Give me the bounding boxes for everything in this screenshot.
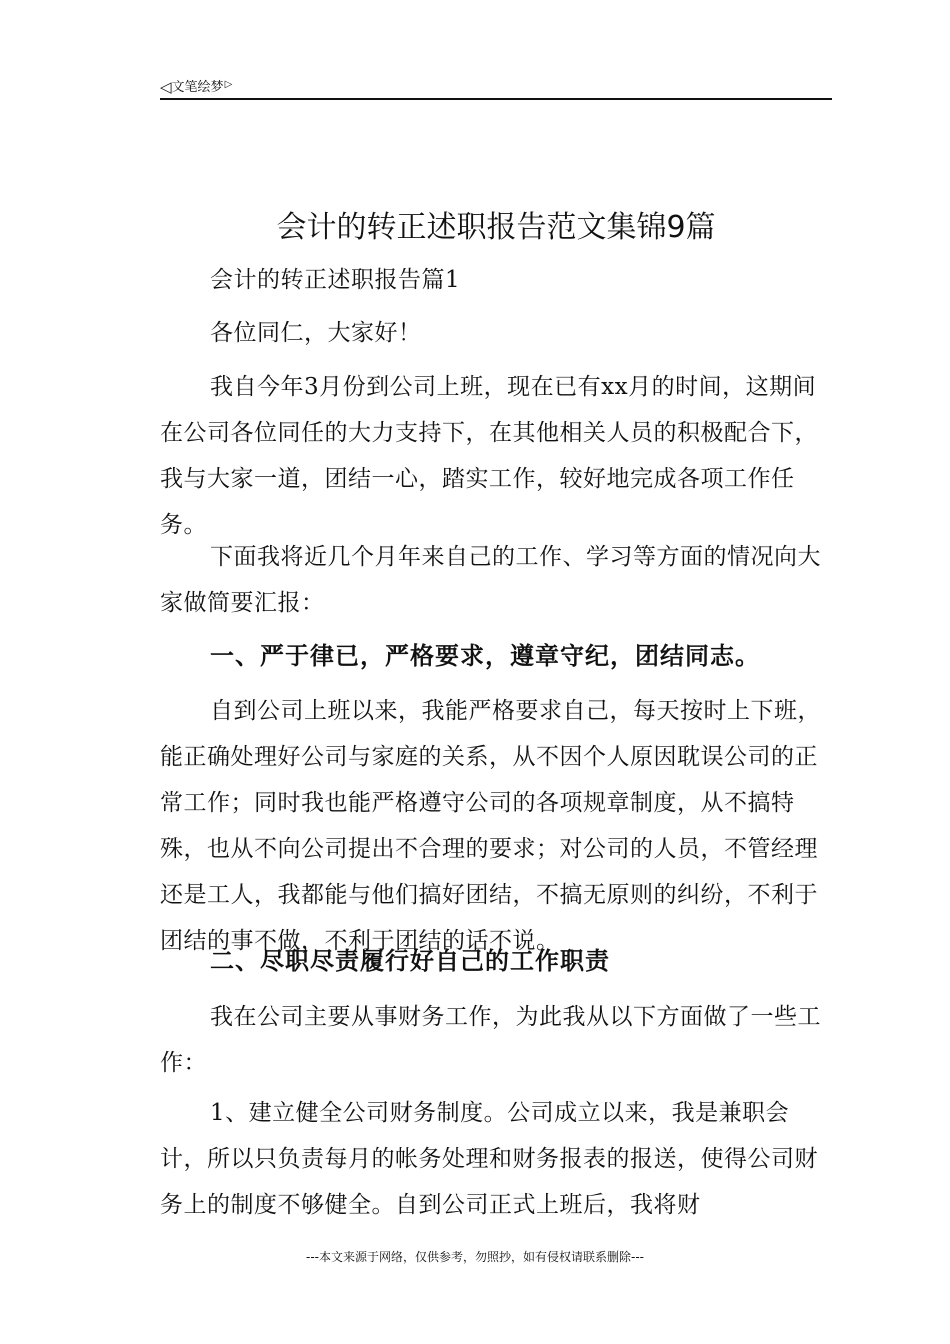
page-header (160, 74, 832, 100)
heading-discipline: 一、严于律已，严格要求，遵章守纪，团结同志。 (210, 642, 760, 670)
left-triangle-icon: ◁ (160, 78, 172, 96)
paragraph-discipline: 自到公司上班以来，我能严格要求自己，每天按时上下班，能正确处理好公司与家庭的关系，从不因个人原因耽误公司的正常工作；同时我也能严格遵守公司的各项规章制度，从不搞特殊，也从不向公司提出不合理的要求；对公司的人员，不管经理还是工人，我都能与他们搞好团结，不搞无原则的纠纷，不利于团结的事不做，不利于团结的话不说。 (160, 698, 821, 954)
paragraph-duties: 我在公司主要从事财务工作，为此我从以下方面做了一些工作： (160, 1004, 821, 1076)
right-triangle-icon: ▷ (224, 79, 233, 90)
paragraph-finance-system: 1、建立健全公司财务制度。公司成立以来，我是兼职会计，所以只负责每月的帐务处理和财务报表的报送，使得公司财务上的制度不够健全。自到公司正式上班后，我将财 (160, 1100, 818, 1218)
header-label: 文笔绘梦 (171, 80, 224, 95)
heading-duties: 二、尽职尽责履行好自己的工作职责 (210, 947, 610, 975)
header-mark (160, 76, 232, 97)
footer-notice: ---本文来源于网络，仅供参考，勿照抄，如有侵权请联系删除--- (306, 1250, 644, 1264)
section-subtitle: 会计的转正述职报告篇1 (210, 267, 461, 293)
paragraph-overview: 下面我将近几个月年来自己的工作、学习等方面的情况向大家做简要汇报： (160, 544, 821, 616)
greeting: 各位同仁，大家好！ (210, 320, 422, 346)
document-title: 会计的转正述职报告范文集锦9篇 (276, 210, 716, 245)
paragraph-intro: 我自今年3月份到公司上班，现在已有xx月的时间，这期间在公司各位同任的大力支持下，在其他相关人员的积极配合下，我与大家一道，团结一心，踏实工作，较好地完成各项工作任务。 (160, 374, 818, 538)
